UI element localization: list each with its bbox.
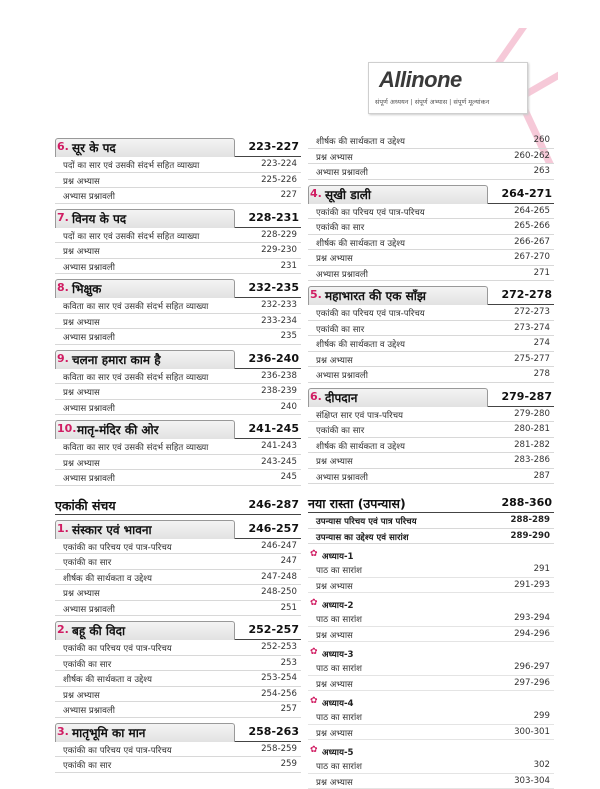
chapter-number: 3. <box>57 725 69 738</box>
chapter-title: दीपदान <box>325 389 357 406</box>
chapter-heading <box>308 388 554 407</box>
toc-row-pages: 241-243 <box>261 441 297 451</box>
toc-row-pages: 238-239 <box>261 386 297 396</box>
adhyay-list <box>308 548 554 789</box>
chapter-heading <box>55 520 301 539</box>
toc-row-pages: 258-259 <box>261 744 297 754</box>
logo-text: Allinone <box>379 67 462 93</box>
chapter-title: मातृ-मंदिर की ओर <box>77 421 159 438</box>
chapter-title: संस्कार एवं भावना <box>72 521 152 538</box>
chapter-title: चलना हमारा काम है <box>72 351 161 368</box>
toc-row-text: अभ्यास प्रश्नावली <box>63 402 115 414</box>
toc-row <box>55 243 301 259</box>
chapter-number: 7. <box>57 211 69 224</box>
toc-row-text: प्रश्न अभ्यास <box>63 316 100 328</box>
toc-row <box>308 250 554 266</box>
toc-row <box>308 453 554 469</box>
toc-row-text: शीर्षक की सार्थकता व उद्देश्य <box>316 237 405 249</box>
chapter-pages: 252-257 <box>249 623 300 636</box>
chapter-pages: 272-278 <box>502 288 553 301</box>
toc-row <box>55 539 301 555</box>
toc-row-text: अभ्यास प्रश्नावली <box>316 369 368 381</box>
toc-row-pages: 253 <box>281 658 297 668</box>
section-title: एकांकी संचय <box>55 497 116 514</box>
toc-row <box>308 407 554 423</box>
toc-row <box>55 585 301 601</box>
bullet-icon: ✿ <box>310 745 318 755</box>
adhyay-label: अध्याय-4 <box>322 697 354 709</box>
chapter-heading <box>308 185 554 204</box>
toc-row-text: प्रश्न अभ्यास <box>316 580 353 592</box>
toc-row <box>55 687 301 703</box>
toc-row <box>308 352 554 368</box>
chapter-title: सूखी डाली <box>325 186 371 203</box>
section-pages: 246-287 <box>249 498 300 511</box>
bullet-icon: ✿ <box>310 598 318 608</box>
toc-row-pages: 287 <box>534 471 550 481</box>
toc-row <box>308 758 554 774</box>
toc-row-text: अभ्यास प्रश्नावली <box>63 261 115 273</box>
toc-row-text: प्रश्न अभ्यास <box>316 727 353 739</box>
toc-row-pages: 247 <box>281 556 297 566</box>
toc-row-pages: 263 <box>534 166 550 176</box>
chapter-number: 6. <box>310 390 322 403</box>
toc-row-text: पदों का सार एवं उसकी संदर्भ सहित व्याख्या <box>63 230 199 242</box>
chapter-pages: 223-227 <box>249 140 300 153</box>
toc-left-column <box>55 133 301 773</box>
toc-row-text: प्रश्न अभ्यास <box>316 629 353 641</box>
toc-row-text: अभ्यास प्रश्नावली <box>63 190 115 202</box>
toc-row-pages: 288-289 <box>511 515 550 525</box>
bullet-icon: ✿ <box>310 696 318 706</box>
toc-row <box>308 774 554 789</box>
toc-row-pages: 253-254 <box>261 673 297 683</box>
toc-row <box>55 384 301 400</box>
chapter-number: 8. <box>57 281 69 294</box>
bullet-icon: ✿ <box>310 647 318 657</box>
toc-row-pages: 279-280 <box>514 409 550 419</box>
toc-row-pages: 300-301 <box>514 727 550 737</box>
toc-row-pages: 294-296 <box>514 629 550 639</box>
toc-row <box>308 660 554 676</box>
toc-row <box>55 702 301 718</box>
toc-row-text: संक्षिप्त सार एवं पात्र-परिचय <box>316 409 403 421</box>
toc-row-text: एकांकी का परिचय एवं पात्र-परिचय <box>63 744 172 756</box>
toc-row-text: पाठ का सारांश <box>316 564 362 576</box>
toc-row <box>55 314 301 330</box>
toc-row-pages: 233-234 <box>261 316 297 326</box>
toc-row-text: अभ्यास प्रश्नावली <box>316 268 368 280</box>
toc-row-text: पदों का सार एवं उसकी संदर्भ सहित व्याख्या <box>63 159 199 171</box>
toc-row <box>55 757 301 773</box>
toc-row-pages: 254-256 <box>261 689 297 699</box>
toc-row-pages: 266-267 <box>514 237 550 247</box>
toc-row <box>308 562 554 578</box>
adhyay-label: अध्याय-3 <box>322 648 354 660</box>
novel-heading <box>308 492 554 513</box>
toc-row <box>308 709 554 725</box>
chapter-heading <box>55 138 301 157</box>
chapter-pages: 228-231 <box>249 211 300 224</box>
toc-row-text: शीर्षक की सार्थकता व उद्देश्य <box>63 673 152 685</box>
chapter-heading <box>55 420 301 439</box>
toc-row <box>308 305 554 321</box>
toc-row-pages: 228-229 <box>261 230 297 240</box>
toc-row-text: उपन्यास का उद्देश्य एवं सारांश <box>316 531 409 543</box>
toc-row-text: प्रश्न अभ्यास <box>316 252 353 264</box>
toc-row-text: प्रश्न अभ्यास <box>63 587 100 599</box>
adhyay-heading <box>308 646 554 660</box>
toc-row <box>55 554 301 570</box>
toc-row-pages: 302 <box>534 760 550 770</box>
toc-row-text: अभ्यास प्रश्नावली <box>63 331 115 343</box>
chapter-number: 5. <box>310 288 322 301</box>
chapter-heading <box>55 209 301 228</box>
toc-row-pages: 227 <box>281 190 297 200</box>
toc-row-pages: 247-248 <box>261 572 297 582</box>
toc-row-pages: 243-245 <box>261 457 297 467</box>
toc-row <box>308 578 554 594</box>
toc-row-pages: 299 <box>534 711 550 721</box>
toc-row <box>55 671 301 687</box>
toc-row-text: पाठ का सारांश <box>316 613 362 625</box>
toc-row <box>308 266 554 282</box>
toc-row <box>308 627 554 643</box>
chapter-number: 10. <box>57 422 77 435</box>
toc-row-pages: 229-230 <box>261 245 297 255</box>
chapter-title: बहू की विदा <box>72 622 125 639</box>
chapter-heading <box>308 286 554 305</box>
chapter-heading <box>55 621 301 640</box>
chapter-heading <box>55 350 301 369</box>
chapter-pages: 279-287 <box>502 390 553 403</box>
toc-row-pages: 274 <box>534 338 550 348</box>
toc-row-text: प्रश्न अभ्यास <box>63 689 100 701</box>
toc-row-pages: 278 <box>534 369 550 379</box>
toc-row-pages: 231 <box>281 261 297 271</box>
toc-row <box>308 133 554 149</box>
toc-row-text: शीर्षक की सार्थकता व उद्देश्य <box>316 338 405 350</box>
toc-row-text: प्रश्न अभ्यास <box>63 457 100 469</box>
chapter-number: 2. <box>57 623 69 636</box>
chapter-title: भिक्षुक <box>72 280 101 297</box>
chapter-number: 1. <box>57 522 69 535</box>
toc-row-text: प्रश्न अभ्यास <box>316 776 353 788</box>
chapter-number: 9. <box>57 352 69 365</box>
toc-row-text: शीर्षक की सार्थकता व उद्देश्य <box>316 135 405 147</box>
toc-row <box>308 336 554 352</box>
toc-row-pages: 303-304 <box>514 776 550 786</box>
toc-row-pages: 225-226 <box>261 175 297 185</box>
toc-row <box>308 611 554 627</box>
toc-row <box>308 676 554 692</box>
toc-row <box>55 455 301 471</box>
toc-row-pages: 291-293 <box>514 580 550 590</box>
toc-row-text: प्रश्न अभ्यास <box>63 245 100 257</box>
toc-row <box>308 235 554 251</box>
toc-row <box>308 149 554 165</box>
toc-row <box>55 570 301 586</box>
toc-row-text: अभ्यास प्रश्नावली <box>316 471 368 483</box>
toc-row <box>308 321 554 337</box>
adhyay-heading <box>308 548 554 562</box>
toc-row <box>308 438 554 454</box>
chapter-title: महाभारत की एक साँझ <box>325 287 426 304</box>
toc-row-pages: 264-265 <box>514 206 550 216</box>
chapter-title: मातृभूमि का मान <box>72 724 145 741</box>
chapter-pages: 241-245 <box>249 422 300 435</box>
toc-row-pages: 252-253 <box>261 642 297 652</box>
toc-row-text: एकांकी का परिचय एवं पात्र-परिचय <box>316 307 425 319</box>
toc-row-text: अभ्यास प्रश्नावली <box>63 704 115 716</box>
toc-row <box>55 439 301 455</box>
toc-row-text: एकांकी का सार <box>316 424 364 436</box>
toc-row-pages: 245 <box>281 472 297 482</box>
brand-logo <box>368 62 528 114</box>
toc-row-pages: 260 <box>534 135 550 145</box>
toc-row <box>308 219 554 235</box>
toc-row-pages: 280-281 <box>514 424 550 434</box>
toc-row-text: प्रश्न अभ्यास <box>316 354 353 366</box>
toc-row-text: पाठ का सारांश <box>316 662 362 674</box>
toc-row <box>55 228 301 244</box>
toc-row <box>55 188 301 204</box>
chapter-pages: 236-240 <box>249 352 300 365</box>
toc-row-text: शीर्षक की सार्थकता व उद्देश्य <box>316 440 405 452</box>
toc-row <box>308 529 554 545</box>
adhyay-label: अध्याय-1 <box>322 550 354 562</box>
toc-row-text: प्रश्न अभ्यास <box>63 175 100 187</box>
chapter-pages: 232-235 <box>249 281 300 294</box>
novel-pages: 288-360 <box>502 496 553 509</box>
toc-row-pages: 223-224 <box>261 159 297 169</box>
toc-row-text: कविता का सार एवं उसकी संदर्भ सहित व्याख्या <box>63 441 208 453</box>
chapter-pages: 264-271 <box>502 187 553 200</box>
toc-row-text: प्रश्न अभ्यास <box>63 386 100 398</box>
toc-row-pages: 236-238 <box>261 371 297 381</box>
toc-row-text: अभ्यास प्रश्नावली <box>63 472 115 484</box>
chapter-pages: 258-263 <box>249 725 300 738</box>
chapter-heading <box>55 279 301 298</box>
toc-row-pages: 235 <box>281 331 297 341</box>
chapter-title: सूर के पद <box>72 139 116 156</box>
toc-row <box>55 742 301 758</box>
toc-row-pages: 271 <box>534 268 550 278</box>
adhyay-label: अध्याय-5 <box>322 746 354 758</box>
toc-row-pages: 265-266 <box>514 221 550 231</box>
toc-row-text: एकांकी का सार <box>63 556 111 568</box>
toc-row-pages: 251 <box>281 603 297 613</box>
chapter-heading <box>55 723 301 742</box>
toc-row-text: अभ्यास प्रश्नावली <box>316 166 368 178</box>
toc-row <box>308 164 554 180</box>
toc-row <box>308 469 554 485</box>
toc-row <box>55 369 301 385</box>
toc-row <box>55 298 301 314</box>
toc-row-text: एकांकी का परिचय एवं पात्र-परिचय <box>63 642 172 654</box>
chapter-pages: 246-257 <box>249 522 300 535</box>
toc-row <box>308 367 554 383</box>
chapter-number: 6. <box>57 140 69 153</box>
toc-row-pages: 259 <box>281 759 297 769</box>
toc-row-pages: 267-270 <box>514 252 550 262</box>
toc-row-pages: 248-250 <box>261 587 297 597</box>
toc-row-pages: 291 <box>534 564 550 574</box>
toc-row-pages: 246-247 <box>261 541 297 551</box>
logo-subtitle: संपूर्ण अध्ययन | संपूर्ण अभ्यास | संपूर्ण मूल्यांकन <box>375 97 489 106</box>
toc-row <box>55 329 301 345</box>
toc-row <box>308 725 554 741</box>
toc-row-pages: 289-290 <box>511 531 550 541</box>
toc-row-pages: 296-297 <box>514 662 550 672</box>
toc-row-text: एकांकी का सार <box>316 323 364 335</box>
toc-row <box>308 422 554 438</box>
toc-row-text: शीर्षक की सार्थकता व उद्देश्य <box>63 572 152 584</box>
toc-right-column <box>308 133 554 789</box>
toc-row <box>55 259 301 275</box>
chapter-number: 4. <box>310 187 322 200</box>
toc-row-pages: 297-296 <box>514 678 550 688</box>
toc-row <box>308 204 554 220</box>
toc-row-text: प्रश्न अभ्यास <box>316 151 353 163</box>
toc-row-pages: 281-282 <box>514 440 550 450</box>
toc-row-text: पाठ का सारांश <box>316 760 362 772</box>
adhyay-heading <box>308 744 554 758</box>
toc-row-pages: 275-277 <box>514 354 550 364</box>
adhyay-label: अध्याय-2 <box>322 599 354 611</box>
toc-row-text: एकांकी का परिचय एवं पात्र-परिचय <box>63 541 172 553</box>
toc-row-pages: 272-273 <box>514 307 550 317</box>
chapter-title: विनय के पद <box>72 210 126 227</box>
toc-row-text: अभ्यास प्रश्नावली <box>63 603 115 615</box>
toc-row <box>55 656 301 672</box>
toc-row <box>55 640 301 656</box>
toc-row-text: उपन्यास परिचय एवं पात्र परिचय <box>316 515 417 527</box>
toc-row-text: कविता का सार एवं उसकी संदर्भ सहित व्याख्या <box>63 371 208 383</box>
toc-row-pages: 283-286 <box>514 455 550 465</box>
toc-row-pages: 293-294 <box>514 613 550 623</box>
toc-row-pages: 240 <box>281 402 297 412</box>
toc-row-pages: 232-233 <box>261 300 297 310</box>
toc-row <box>55 400 301 416</box>
toc-row <box>308 513 554 529</box>
toc-row-pages: 273-274 <box>514 323 550 333</box>
toc-row <box>55 601 301 617</box>
toc-row <box>55 470 301 486</box>
novel-title: नया रास्ता (उपन्यास) <box>308 495 406 512</box>
toc-row <box>55 157 301 173</box>
toc-row <box>55 173 301 189</box>
toc-row-text: प्रश्न अभ्यास <box>316 678 353 690</box>
toc-row-text: कविता का सार एवं उसकी संदर्भ सहित व्याख्या <box>63 300 208 312</box>
adhyay-heading <box>308 597 554 611</box>
toc-row-text: एकांकी का परिचय एवं पात्र-परिचय <box>316 206 425 218</box>
toc-row-pages: 257 <box>281 704 297 714</box>
bullet-icon: ✿ <box>310 549 318 559</box>
toc-row-text: पाठ का सारांश <box>316 711 362 723</box>
toc-row-text: एकांकी का सार <box>63 658 111 670</box>
toc-row-text: एकांकी का सार <box>316 221 364 233</box>
adhyay-heading <box>308 695 554 709</box>
toc-row-text: एकांकी का सार <box>63 759 111 771</box>
section-heading <box>55 494 301 515</box>
toc-row-text: प्रश्न अभ्यास <box>316 455 353 467</box>
toc-row-pages: 260-262 <box>514 151 550 161</box>
